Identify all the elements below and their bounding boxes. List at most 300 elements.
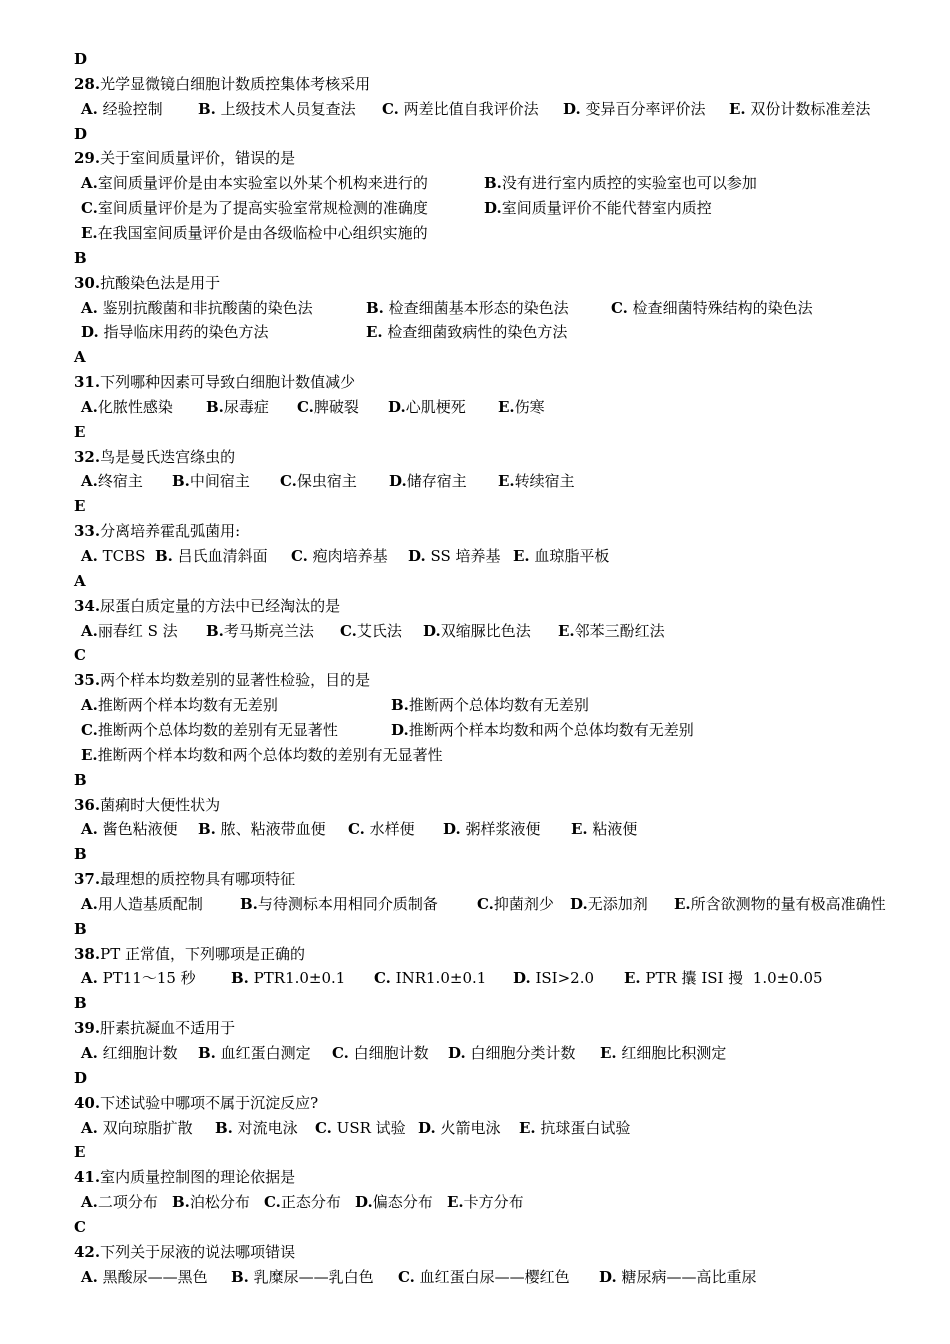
question-line: [74, 519, 950, 544]
option-text: 鉴别抗酸菌和非抗酸菌的染色法: [97, 298, 313, 317]
option: [391, 718, 694, 743]
option-letter: B.: [155, 547, 173, 565]
options-line: [81, 1190, 950, 1215]
options-line: [81, 171, 950, 196]
option-letter: B.: [231, 1267, 249, 1286]
answer-key: D: [74, 1068, 88, 1087]
question-text: 下述试验中哪项不属于沉淀反应?: [100, 1093, 319, 1112]
option: [332, 1041, 429, 1066]
option-text: INR1.0±0.1: [390, 969, 487, 988]
option: [443, 817, 540, 842]
option: [477, 892, 554, 917]
option: [81, 1041, 178, 1066]
option-letter: E.: [519, 1118, 536, 1137]
question-line: [74, 867, 950, 892]
question-text: 下列关于尿液的说法哪项错误: [100, 1242, 296, 1261]
option: [571, 817, 637, 842]
option-letter: E.: [624, 969, 641, 988]
options-line: [81, 892, 950, 917]
option-text: PTR1.0±0.1: [248, 969, 346, 988]
option-letter: E.: [729, 99, 746, 118]
question-number: 40.: [74, 1093, 101, 1112]
option-letter: B.: [198, 99, 216, 118]
option-letter: E.: [81, 745, 98, 764]
option-letter: D.: [388, 397, 406, 416]
question-line: [74, 271, 950, 296]
option-text: 疱肉培养基: [307, 547, 388, 565]
option-letter: D.: [599, 1267, 617, 1286]
question-line: [74, 146, 950, 171]
option: [408, 544, 501, 569]
option-text: 丽春红 S 法: [97, 621, 178, 640]
option: [498, 395, 545, 420]
option: [398, 1265, 570, 1290]
option-text: 室间质量评价不能代替室内质控: [501, 199, 712, 218]
option-text: 酱色粘液便: [97, 820, 178, 839]
option-text: 所含欲测物的量有极高准确性: [690, 894, 886, 913]
option: [215, 1116, 298, 1141]
option-letter: E.: [447, 1193, 464, 1212]
answer-key: B: [74, 919, 87, 938]
option-text: 检查细菌致病性的染色方法: [382, 323, 568, 342]
option-letter: C.: [264, 1193, 281, 1212]
question-text: 关于室间质量评价，错误的是: [100, 149, 296, 168]
question-text: 分离培养霍乱弧菌用:: [100, 522, 241, 541]
answer-key: E: [74, 497, 86, 516]
option: [558, 619, 665, 644]
option-letter: C.: [81, 720, 98, 739]
option: [391, 693, 589, 718]
option-text: 抗球蛋白试验: [535, 1118, 631, 1137]
option: [81, 97, 163, 122]
option-letter: A.: [81, 1044, 98, 1062]
question-text: 两个样本均数差别的显著性检验，目的是: [100, 671, 371, 690]
option-text: 抑菌剂少: [493, 894, 554, 913]
answer-key: A: [74, 571, 86, 590]
option-letter: C.: [315, 1118, 332, 1137]
answer-key: D: [74, 50, 88, 68]
option-text: 指导临床用药的染色方法: [98, 323, 269, 342]
question-line: [74, 1091, 950, 1116]
option-letter: C.: [280, 472, 297, 491]
option-letter: D.: [408, 547, 426, 565]
option-letter: B.: [198, 1044, 216, 1062]
question-number: 42.: [74, 1242, 101, 1261]
option: [81, 544, 145, 569]
option: [297, 395, 359, 420]
option-text: 脾破裂: [313, 397, 359, 416]
option-letter: C.: [332, 1044, 349, 1062]
option-letter: B.: [206, 397, 224, 416]
option: [81, 320, 268, 345]
option: [81, 196, 428, 221]
options-line: [81, 743, 950, 768]
question-number: 41.: [74, 1168, 101, 1187]
option-letter: C.: [398, 1267, 415, 1286]
question-number: 36.: [74, 795, 101, 814]
option-text: 吕氏血清斜面: [172, 547, 268, 565]
question-line: [74, 594, 950, 619]
option-letter: C.: [611, 298, 628, 317]
option-text: 室间质量评价是为了提高实验室常规检测的准确度: [97, 199, 428, 218]
option-text: 红细胞计数: [97, 1044, 178, 1062]
option-text: 白细胞分类计数: [465, 1044, 576, 1062]
option: [81, 296, 313, 321]
question-number: 30.: [74, 273, 101, 292]
option: [570, 892, 648, 917]
option: [81, 817, 178, 842]
option-letter: B.: [172, 472, 190, 491]
question-text: 尿蛋白质定量的方法中已经淘汰的是: [100, 596, 341, 615]
option: [315, 1116, 406, 1141]
answer-key: B: [74, 248, 87, 267]
option-text: 与待测标本用相同介质制备: [257, 894, 438, 913]
question-number: 33.: [74, 522, 101, 541]
option-text: 双缩脲比色法: [440, 621, 531, 640]
option-letter: D.: [423, 621, 441, 640]
question-text: 室内质量控制图的理论依据是: [100, 1168, 296, 1187]
option-letter: A.: [81, 894, 98, 913]
option-text: 两差比值自我评价法: [398, 99, 539, 118]
option-letter: D.: [484, 199, 502, 218]
option: [280, 469, 357, 494]
question-text: 肝素抗凝血不适用于: [100, 1019, 236, 1038]
option-text: 双份计数标准差法: [745, 99, 871, 118]
option: [388, 395, 466, 420]
option-text: TCBS: [97, 547, 146, 565]
option-text: 没有进行室内质控的实验室也可以参加: [501, 174, 757, 193]
option-letter: D.: [513, 969, 531, 988]
options-line: [81, 196, 950, 221]
options-line: [81, 1041, 950, 1066]
option-text: 红细胞比积测定: [616, 1044, 727, 1062]
option: [600, 1041, 726, 1066]
option: [198, 97, 356, 122]
question-text: 光学显微镜白细胞计数质控集体考核采用: [100, 74, 371, 93]
option: [198, 1041, 311, 1066]
option-letter: D.: [448, 1044, 466, 1062]
question-line: [74, 942, 950, 967]
options-line: [81, 544, 950, 569]
option-text: 保虫宿主: [296, 472, 357, 491]
option-letter: E.: [81, 223, 98, 242]
option: [374, 966, 486, 991]
option: [206, 619, 314, 644]
question-text: 菌痢时大便性状为: [100, 795, 221, 814]
option: [366, 320, 567, 345]
option-letter: C.: [382, 99, 399, 118]
question-text: 最理想的质控物具有哪项特征: [100, 870, 296, 889]
answer-key: B: [74, 770, 87, 789]
option: [348, 817, 415, 842]
options-line: [81, 817, 950, 842]
question-text: 抗酸染色法是用于: [100, 273, 221, 292]
option-letter: E.: [366, 323, 383, 342]
question-line: [74, 72, 950, 97]
option: [81, 892, 203, 917]
option-letter: B.: [172, 1193, 190, 1212]
option-letter: E.: [558, 621, 575, 640]
question-text: PT 正常值，下列哪项是正确的: [100, 944, 305, 963]
option-letter: A.: [81, 1267, 98, 1286]
option: [81, 619, 178, 644]
option-text: 偏态分布: [372, 1193, 433, 1212]
question-text: 鸟是曼氏迭宫绦虫的: [100, 447, 236, 466]
option: [81, 693, 278, 718]
option-text: 血红蛋白尿——樱红色: [414, 1267, 570, 1286]
option-text: 艾氏法: [356, 621, 402, 640]
option-letter: A.: [81, 1193, 98, 1212]
option-text: USR 试验: [331, 1118, 406, 1137]
option-letter: E.: [600, 1044, 617, 1062]
option: [423, 619, 531, 644]
option-text: 对流电泳: [232, 1118, 298, 1137]
answer-key: B: [74, 994, 87, 1013]
option-letter: B.: [206, 621, 224, 640]
option-text: 终宿主: [97, 472, 143, 491]
option-letter: D.: [443, 820, 461, 839]
option-text: 变异百分率评价法: [580, 99, 706, 118]
question-number: 37.: [74, 870, 101, 889]
option: [155, 544, 268, 569]
option-text: 储存宿主: [406, 472, 467, 491]
question-text: 下列哪种因素可导致白细胞计数值减少: [100, 373, 356, 392]
option: [382, 97, 539, 122]
option-text: 糖尿病——高比重尿: [616, 1267, 757, 1286]
answer-key: D: [74, 124, 88, 143]
options-line: [81, 1265, 950, 1290]
option: [674, 892, 886, 917]
option-letter: D.: [355, 1193, 373, 1212]
option-text: 卡方分布: [463, 1193, 524, 1212]
option: [599, 1265, 756, 1290]
question-number: 29.: [74, 149, 101, 168]
option-letter: C.: [291, 547, 308, 565]
option: [498, 469, 575, 494]
option-letter: A.: [81, 547, 98, 565]
answer-key: B: [74, 845, 87, 864]
option: [355, 1190, 433, 1215]
option-text: 黑酸尿——黑色: [97, 1267, 208, 1286]
option-text: SS 培养基: [425, 547, 501, 565]
option-text: 火箭电泳: [435, 1118, 501, 1137]
option: [264, 1190, 341, 1215]
options-line: [81, 1116, 950, 1141]
question-number: 28.: [74, 74, 101, 93]
option-letter: B.: [231, 969, 249, 988]
option-letter: C.: [340, 621, 357, 640]
question-number: 31.: [74, 373, 101, 392]
option-text: 血红蛋白测定: [215, 1044, 311, 1062]
option-letter: A.: [81, 174, 98, 193]
options-line: [81, 469, 950, 494]
option: [448, 1041, 575, 1066]
option: [81, 966, 196, 991]
option-letter: B.: [391, 696, 409, 715]
option: [624, 966, 823, 991]
option-letter: E.: [571, 820, 588, 839]
options-line: [81, 966, 950, 991]
option-letter: A.: [81, 1118, 98, 1137]
option: [291, 544, 388, 569]
option-text: 粘液便: [587, 820, 638, 839]
option: [81, 718, 338, 743]
option-text: 中间宿主: [189, 472, 250, 491]
answer-key: E: [74, 1143, 86, 1162]
option-text: 检查细菌基本形态的染色法: [383, 298, 569, 317]
option-letter: D.: [570, 894, 588, 913]
answer-key: C: [74, 646, 86, 665]
question-number: 39.: [74, 1019, 101, 1038]
option-letter: A.: [81, 969, 98, 988]
option-text: 水样便: [364, 820, 415, 839]
option-letter: D.: [389, 472, 407, 491]
option: [81, 221, 428, 246]
option-text: 转续宿主: [514, 472, 575, 491]
option-letter: B.: [198, 820, 216, 839]
option-letter: D.: [81, 323, 99, 342]
option-letter: A.: [81, 298, 98, 317]
option-letter: D.: [418, 1118, 436, 1137]
option: [366, 296, 569, 321]
option: [81, 469, 143, 494]
option-letter: C.: [297, 397, 314, 416]
option-text: 泊松分布: [189, 1193, 250, 1212]
option-text: 尿毒症: [223, 397, 269, 416]
option: [172, 469, 250, 494]
option-letter: B.: [366, 298, 384, 317]
option: [519, 1116, 630, 1141]
option: [447, 1190, 524, 1215]
option-letter: A.: [81, 696, 98, 715]
option-text: 推断两个样本均数有无差别: [97, 696, 278, 715]
question-number: 38.: [74, 944, 101, 963]
option: [172, 1190, 250, 1215]
option-text: PTR 攮 ISI 摱 1.0±0.05: [640, 969, 823, 988]
options-line: [81, 395, 950, 420]
option-letter: B.: [215, 1118, 233, 1137]
question-line: [74, 793, 950, 818]
option-letter: A.: [81, 99, 98, 118]
option-text: ISI>2.0: [530, 969, 595, 988]
option-text: 推断两个总体均数有无差别: [408, 696, 589, 715]
option-text: 正态分布: [280, 1193, 341, 1212]
question-number: 34.: [74, 596, 101, 615]
option-text: 白细胞计数: [348, 1044, 429, 1062]
options-line: [81, 221, 950, 246]
answer-key: A: [74, 348, 86, 367]
option-text: 推断两个样本均数和两个总体均数有无差别: [408, 720, 694, 739]
option-text: 脓、粘液带血便: [215, 820, 326, 839]
option-text: 邻苯三酚红法: [574, 621, 665, 640]
option-letter: C.: [477, 894, 494, 913]
question-line: [74, 668, 950, 693]
options-line: [81, 718, 950, 743]
options-line: [81, 97, 950, 122]
option: [81, 395, 173, 420]
option-letter: A.: [81, 397, 98, 416]
option-letter: B.: [240, 894, 258, 913]
option-letter: E.: [513, 547, 530, 565]
option-letter: A.: [81, 820, 98, 839]
option-text: 二项分布: [97, 1193, 158, 1212]
option: [729, 97, 870, 122]
option: [418, 1116, 500, 1141]
option: [484, 171, 757, 196]
question-line: [74, 445, 950, 470]
option: [231, 966, 345, 991]
option-text: 乳糜尿——乳白色: [248, 1267, 374, 1286]
option-text: PT11～15 秒: [97, 969, 196, 988]
options-line: [81, 619, 950, 644]
options-line: [81, 296, 950, 321]
option-text: 考马斯亮兰法: [223, 621, 314, 640]
option-letter: C.: [348, 820, 365, 839]
option-text: 血琼脂平板: [529, 547, 610, 565]
option-letter: E.: [674, 894, 691, 913]
question-number: 32.: [74, 447, 101, 466]
option: [206, 395, 269, 420]
option-text: 双向琼脂扩散: [97, 1118, 193, 1137]
option-text: 上级技术人员复查法: [215, 99, 356, 118]
option: [484, 196, 712, 221]
question-line: [74, 1016, 950, 1041]
question-line: [74, 1240, 950, 1265]
option: [81, 1190, 158, 1215]
option: [198, 817, 326, 842]
option-text: 推断两个样本均数和两个总体均数的差别有无显著性: [97, 745, 443, 764]
option-text: 推断两个总体均数的差别有无显著性: [97, 720, 338, 739]
question-number: 35.: [74, 671, 101, 690]
option-text: 伤寒: [514, 397, 545, 416]
question-line: [74, 1165, 950, 1190]
option: [81, 1116, 193, 1141]
option-text: 经验控制: [97, 99, 163, 118]
options-line: [81, 693, 950, 718]
option: [563, 97, 705, 122]
option-letter: D.: [391, 720, 409, 739]
option: [513, 544, 609, 569]
option-letter: E.: [498, 472, 515, 491]
option: [389, 469, 467, 494]
option-letter: C.: [81, 199, 98, 218]
answer-key: C: [74, 1217, 86, 1236]
option-text: 在我国室间质量评价是由各级临检中心组织实施的: [97, 223, 428, 242]
option: [231, 1265, 374, 1290]
option: [513, 966, 594, 991]
option-text: 无添加剂: [587, 894, 648, 913]
option-text: 化脓性感染: [97, 397, 173, 416]
option-text: 心肌梗死: [405, 397, 466, 416]
option-text: 室间质量评价是由本实验室以外某个机构来进行的: [97, 174, 428, 193]
option-letter: D.: [563, 99, 581, 118]
option: [81, 171, 428, 196]
answer-key: E: [74, 422, 86, 441]
option-text: 用人造基质配制: [97, 894, 203, 913]
option: [240, 892, 438, 917]
option: [81, 743, 443, 768]
option-letter: E.: [498, 397, 515, 416]
option: [340, 619, 402, 644]
option-letter: A.: [81, 472, 98, 491]
question-line: [74, 370, 950, 395]
option-letter: C.: [374, 969, 391, 988]
options-line: [81, 320, 950, 345]
option: [611, 296, 813, 321]
option-letter: A.: [81, 621, 98, 640]
option: [81, 1265, 208, 1290]
option-text: 粥样浆液便: [460, 820, 541, 839]
